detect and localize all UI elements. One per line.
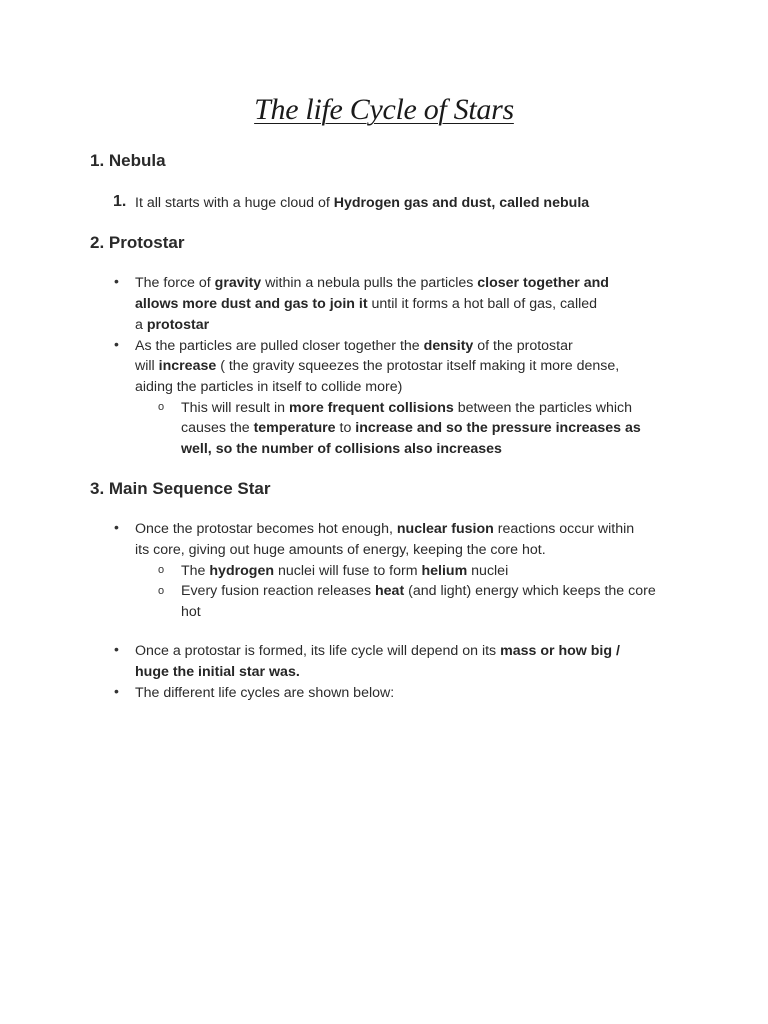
numbered-marker: 1. [113, 193, 127, 210]
bullet-marker: • [114, 336, 119, 352]
main-bullet2-line2: huge the initial star was. [135, 664, 300, 680]
sub-bullet-marker: o [158, 585, 165, 597]
sub-bullet-marker: o [158, 401, 165, 413]
protostar-bullet1-line2: allows more dust and gas to join it until it forms a hot ball of gas, called [135, 296, 598, 312]
protostar-bullet1-line3: a protostar [135, 317, 210, 333]
main-sub2-line1: Every fusion reaction releases heat (and light) energy which keeps the core [181, 583, 656, 599]
protostar-sub1-line2: causes the temperature to increase and so the pressure increases as [181, 420, 641, 436]
protostar-bullet1-line1: The force of gravity within a nebula pulls the particles closer together and [135, 275, 609, 291]
heading-main-sequence: 3. Main Sequence Star [90, 479, 271, 498]
protostar-sub1-line3: well, so the number of collisions also increases [181, 441, 502, 457]
bullet-marker: • [114, 641, 119, 657]
protostar-sub1-line1: This will result in more frequent collisions between the particles which [181, 400, 633, 416]
page-title: The life Cycle of Stars [254, 93, 514, 126]
bullet-marker: • [114, 519, 119, 535]
nebula-text: It all starts with a huge cloud of Hydrogen gas and dust, called nebula [135, 195, 590, 211]
main-bullet1-line2: its core, giving out huge amounts of energy, keeping the core hot. [135, 542, 546, 558]
bullet-marker: • [114, 273, 119, 289]
heading-protostar: 2. Protostar [90, 233, 185, 252]
heading-nebula: 1. Nebula [90, 151, 166, 170]
sub-bullet-marker: o [158, 564, 165, 576]
main-sub2-line2: hot [181, 604, 201, 620]
protostar-bullet2-line3: aiding the particles in itself to collide more) [135, 379, 403, 395]
main-bullet1-line1: Once the protostar becomes hot enough, nuclear fusion reactions occur within [135, 521, 635, 537]
bullet-marker: • [114, 683, 119, 699]
main-bullet3: The different life cycles are shown below: [135, 685, 395, 701]
main-bullet2-line1: Once a protostar is formed, its life cycle will depend on its mass or how big / [135, 643, 620, 659]
protostar-bullet2-line1: As the particles are pulled closer together the density of the protostar [135, 338, 573, 354]
main-sub1: The hydrogen nuclei will fuse to form helium nuclei [181, 563, 509, 579]
protostar-bullet2-line2: will increase ( the gravity squeezes the protostar itself making it more dense, [135, 358, 620, 374]
